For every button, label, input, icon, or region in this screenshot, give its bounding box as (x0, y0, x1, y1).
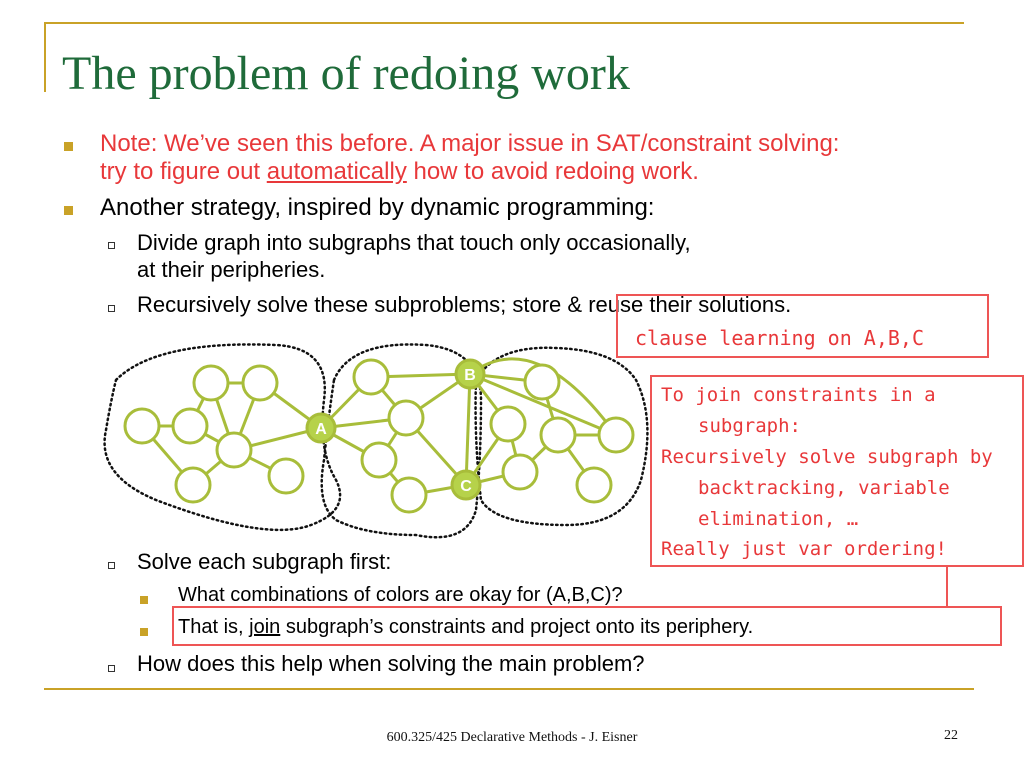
sub-bullet-marker (108, 305, 115, 312)
sub-bullet-divide-line1: Divide graph into subgraphs that touch only occasionally, (137, 230, 691, 255)
sub-bullet-divide-line2: at their peripheries. (137, 257, 326, 282)
side-rule (44, 22, 46, 92)
join-callout-line2: subgraph: (698, 415, 801, 437)
graph-node (503, 455, 537, 489)
sub-bullet-marker (108, 242, 115, 249)
graph-node (362, 443, 396, 477)
graph-node (525, 365, 559, 399)
bottom-rule (44, 688, 974, 690)
join-callout-line5: elimination, … (698, 508, 859, 530)
sub-bullet-marker (108, 562, 115, 569)
bullet-note-line1: Note: We’ve seen this before. A major issue in SAT/constraint solving: (100, 130, 840, 157)
join-callout-line4: backtracking, variable (698, 477, 950, 499)
graph-node (491, 407, 525, 441)
footer: 600.325/425 Declarative Methods - J. Eisner (386, 730, 638, 745)
tertiary-bullet-marker (140, 628, 148, 636)
graph-node (125, 409, 159, 443)
bullet-marker (64, 206, 73, 215)
graph-node (354, 360, 388, 394)
graph-node (392, 478, 426, 512)
top-rule (44, 22, 964, 24)
sub-bullet-how: How does this help when solving the main problem? (137, 651, 645, 676)
join-callout-line6: Really just var ordering! (661, 538, 947, 560)
slide-title: The problem of redoing work (62, 47, 630, 100)
node-c-label: C (460, 478, 472, 495)
sub-bullet-solve: Solve each subgraph first: (137, 549, 392, 574)
graph-node (541, 418, 575, 452)
graph-node (599, 418, 633, 452)
tertiary-bullet-combinations: What combinations of colors are okay for (A,B,C)? (178, 584, 623, 606)
sub-bullet-marker (108, 665, 115, 672)
join-text-start: That is, (178, 616, 250, 638)
callout-connector (946, 567, 948, 607)
join-callout-line1: To join constraints in a (661, 384, 936, 406)
constraint-graph (96, 340, 656, 540)
graph-node (176, 468, 210, 502)
bullet-marker (64, 142, 73, 151)
graph-node (577, 468, 611, 502)
join-callout-line3: Recursively solve subgraph by (661, 446, 993, 468)
graph-node (173, 409, 207, 443)
note-text: try to figure out (100, 158, 267, 185)
graph-node (243, 366, 277, 400)
graph-node (217, 433, 251, 467)
node-a-label: A (315, 421, 327, 438)
automatically-link: automatically (266, 158, 407, 185)
sub-bullet-recursive: Recursively solve these subproblems; store & reuse their solutions. (137, 292, 792, 317)
bullet-note-line2 (100, 158, 699, 186)
graph-node (389, 401, 423, 435)
clause-learning-text: clause learning on A,B,C (635, 326, 924, 350)
bullet-strategy: Another strategy, inspired by dynamic programming: (100, 194, 655, 221)
join-text-end: subgraph’s constraints and project onto its periphery. (280, 616, 754, 638)
page-number: 22 (944, 728, 958, 743)
tertiary-bullet-join (178, 616, 753, 639)
join-link: join (249, 616, 281, 638)
tertiary-bullet-marker (140, 596, 148, 604)
graph-node (269, 459, 303, 493)
node-b-label: B (464, 367, 476, 384)
graph-node (194, 366, 228, 400)
note-text-end: how to avoid redoing work. (406, 158, 699, 185)
